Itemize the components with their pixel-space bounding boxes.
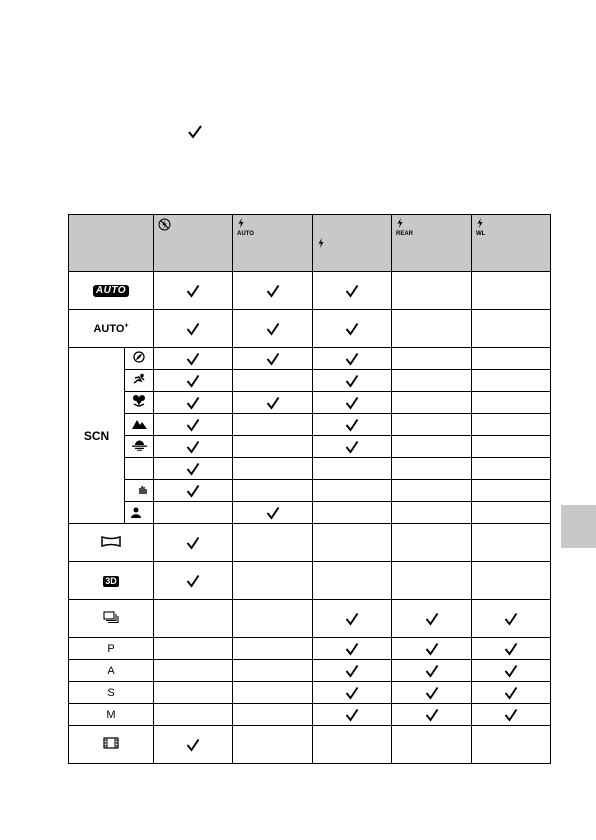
empty-cell [233, 682, 313, 704]
check-cell [472, 638, 551, 660]
table-row [69, 392, 551, 414]
table-row [69, 458, 551, 480]
empty-cell [392, 370, 472, 392]
empty-cell [233, 600, 313, 638]
flash-wireless-sublabel: WL [476, 231, 486, 237]
table-row [69, 480, 551, 502]
check-cell [154, 562, 233, 600]
night-moon-icon [133, 460, 145, 474]
empty-cell [472, 502, 551, 524]
check-cell [154, 370, 233, 392]
empty-cell [233, 524, 313, 562]
empty-cell [392, 348, 472, 370]
check-cell [313, 392, 392, 414]
empty-cell [472, 726, 551, 764]
mode-auto: AUTO [69, 272, 154, 310]
empty-cell [313, 562, 392, 600]
check-cell [154, 480, 233, 502]
empty-cell [472, 370, 551, 392]
check-cell [392, 682, 472, 704]
flash-compatibility-table [68, 214, 551, 764]
check-cell [472, 660, 551, 682]
check-cell [392, 704, 472, 726]
flash-auto-sublabel: AUTO [237, 231, 254, 237]
checkmark-icon [186, 440, 200, 454]
empty-cell [392, 480, 472, 502]
checkmark-icon [345, 708, 359, 722]
check-cell [313, 600, 392, 638]
check-cell [313, 682, 392, 704]
checkmark-icon [345, 440, 359, 454]
check-cell [472, 682, 551, 704]
checkmark-icon [186, 462, 200, 476]
scene-handheld-twilight [125, 480, 154, 502]
landscape-mountain-icon [132, 418, 147, 429]
empty-cell [313, 502, 392, 524]
empty-cell [233, 436, 313, 458]
checkmark-icon [186, 738, 200, 752]
checkmark-icon [345, 374, 359, 388]
scene-portrait [125, 348, 154, 370]
check-cell [233, 502, 313, 524]
empty-cell [154, 502, 233, 524]
mode-continuous-priority [69, 600, 154, 638]
check-cell [313, 414, 392, 436]
empty-cell [392, 458, 472, 480]
empty-cell [392, 726, 472, 764]
flash-bolt-icon [476, 218, 484, 228]
empty-cell [154, 600, 233, 638]
empty-cell [392, 562, 472, 600]
table-row [69, 370, 551, 392]
empty-cell [233, 458, 313, 480]
flash-off-icon [158, 218, 171, 231]
empty-cell [233, 370, 313, 392]
table-row [69, 348, 551, 370]
checkmark-icon [504, 708, 518, 722]
check-cell [392, 660, 472, 682]
scene-night-portrait [125, 502, 154, 524]
checkmark-icon [186, 574, 200, 588]
scene-sports [125, 370, 154, 392]
empty-cell [472, 458, 551, 480]
table-row [69, 414, 551, 436]
checkmark-icon [266, 352, 280, 366]
sunset-icon [132, 439, 147, 451]
header-flash-auto [233, 215, 313, 272]
header-fill-flash [313, 215, 392, 272]
table-row [69, 660, 551, 682]
check-cell [313, 370, 392, 392]
checkmark-icon [186, 322, 200, 336]
night-portrait-icon [131, 505, 147, 518]
flash-bolt-icon [317, 238, 325, 248]
checkmark-icon [345, 396, 359, 410]
check-cell [313, 348, 392, 370]
check-cell [233, 348, 313, 370]
movie-film-icon [103, 737, 119, 749]
empty-cell [392, 436, 472, 458]
empty-cell [392, 524, 472, 562]
empty-cell [154, 638, 233, 660]
checkmark-icon [345, 418, 359, 432]
checkmark-icon [186, 396, 200, 410]
table-row [69, 704, 551, 726]
empty-cell [392, 392, 472, 414]
empty-cell [472, 348, 551, 370]
empty-cell [154, 660, 233, 682]
check-cell [233, 310, 313, 348]
flash-rear-sublabel: REAR [396, 231, 414, 237]
check-cell [154, 310, 233, 348]
header-row [69, 215, 551, 272]
empty-cell [392, 502, 472, 524]
table-row [69, 562, 551, 600]
table-row [69, 600, 551, 638]
checkmark-icon [186, 484, 200, 498]
table-row [69, 502, 551, 524]
table-row [69, 726, 551, 764]
mode-m: M [69, 704, 154, 726]
empty-cell [233, 726, 313, 764]
empty-cell [472, 480, 551, 502]
checkmark-icon [186, 374, 200, 388]
empty-cell [154, 682, 233, 704]
header-flash-off [154, 215, 233, 272]
checkmark-icon [345, 284, 359, 298]
table-row [69, 682, 551, 704]
check-cell [313, 272, 392, 310]
empty-cell [313, 726, 392, 764]
empty-cell [233, 660, 313, 682]
section-side-tab [561, 505, 596, 548]
continuous-shooting-icon [103, 611, 119, 624]
macro-flower-icon [132, 394, 146, 408]
table-row [69, 310, 551, 348]
checkmark-icon [186, 352, 200, 366]
mode-scn: SCN [69, 348, 125, 524]
mode-3d-panorama: 3D [69, 562, 154, 600]
check-cell [472, 704, 551, 726]
empty-cell [154, 704, 233, 726]
check-cell [154, 272, 233, 310]
empty-cell [233, 638, 313, 660]
scene-sunset [125, 436, 154, 458]
empty-cell [313, 480, 392, 502]
empty-cell [392, 272, 472, 310]
header-flash-rear [392, 215, 472, 272]
empty-cell [472, 392, 551, 414]
check-cell [154, 458, 233, 480]
check-cell [392, 600, 472, 638]
checkmark-icon [504, 642, 518, 656]
checkmark-icon [425, 664, 439, 678]
checkmark-icon [345, 352, 359, 366]
table-row [69, 436, 551, 458]
check-cell [313, 436, 392, 458]
sports-action-icon [132, 373, 146, 385]
checkmark-icon [425, 612, 439, 626]
checkmark-icon [266, 506, 280, 520]
flash-bolt-icon [396, 218, 404, 228]
header-corner [69, 215, 154, 272]
mode-sweep-panorama [69, 524, 154, 562]
scene-landscape [125, 414, 154, 436]
empty-cell [472, 310, 551, 348]
checkmark-icon [425, 708, 439, 722]
check-cell [313, 660, 392, 682]
table-row [69, 272, 551, 310]
table-row [69, 524, 551, 562]
checkmark-icon [345, 664, 359, 678]
empty-cell [472, 524, 551, 562]
checkmark-icon [345, 322, 359, 336]
check-cell [154, 392, 233, 414]
checkmark-icon [345, 642, 359, 656]
checkmark-icon [504, 686, 518, 700]
check-cell [154, 414, 233, 436]
portrait-icon [133, 351, 145, 363]
checkmark-icon [266, 396, 280, 410]
header-flash-wireless [472, 215, 551, 272]
handheld-twilight-icon [131, 483, 147, 495]
checkmark-icon [504, 664, 518, 678]
empty-cell [392, 310, 472, 348]
check-cell [154, 524, 233, 562]
check-cell [313, 704, 392, 726]
checkmark-icon [425, 686, 439, 700]
checkmark-icon [425, 642, 439, 656]
empty-cell [313, 524, 392, 562]
flash-bolt-icon [237, 218, 245, 228]
empty-cell [233, 414, 313, 436]
check-cell [392, 638, 472, 660]
check-cell [154, 436, 233, 458]
empty-cell [233, 562, 313, 600]
check-cell [233, 272, 313, 310]
checkmark-icon [266, 284, 280, 298]
empty-cell [313, 458, 392, 480]
mode-a: A [69, 660, 154, 682]
table-row [69, 638, 551, 660]
checkmark-icon [186, 418, 200, 432]
scene-macro [125, 392, 154, 414]
mode-movie [69, 726, 154, 764]
mode-auto-plus: AUTO+ [69, 310, 154, 348]
checkmark-icon [504, 612, 518, 626]
checkmark-icon [345, 686, 359, 700]
check-cell [233, 392, 313, 414]
mode-p: P [69, 638, 154, 660]
empty-cell [472, 562, 551, 600]
checkmark-icon [186, 536, 200, 550]
check-cell [154, 726, 233, 764]
check-cell [472, 600, 551, 638]
empty-cell [472, 414, 551, 436]
checkmark-icon [345, 612, 359, 626]
check-cell [154, 348, 233, 370]
empty-cell [472, 436, 551, 458]
scene-night [125, 458, 154, 480]
empty-cell [472, 272, 551, 310]
mode-s: S [69, 682, 154, 704]
checkmark-icon [187, 124, 203, 140]
check-cell [313, 310, 392, 348]
empty-cell [233, 704, 313, 726]
panorama-icon [101, 536, 121, 547]
empty-cell [392, 414, 472, 436]
checkmark-icon [186, 284, 200, 298]
check-cell [313, 638, 392, 660]
checkmark-icon [266, 322, 280, 336]
empty-cell [233, 480, 313, 502]
